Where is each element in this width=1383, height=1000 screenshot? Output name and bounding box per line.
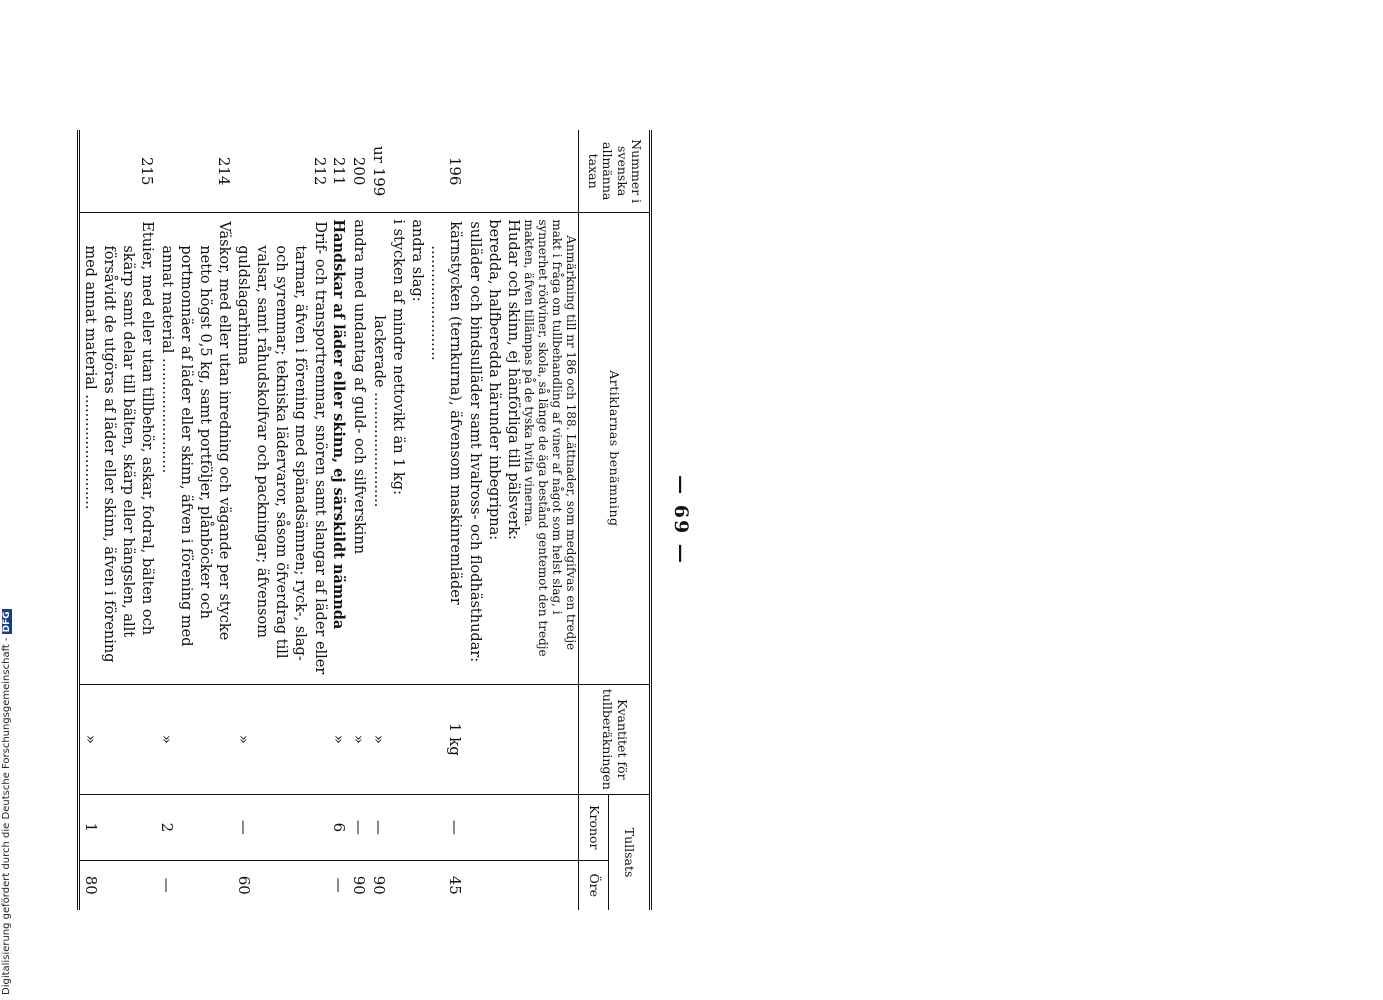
- tariff-number: 214: [156, 130, 233, 213]
- kronor-cell: —: [233, 795, 329, 860]
- quantity-cell: [465, 684, 484, 795]
- header-description: Artiklarnas benämning: [579, 213, 651, 684]
- table-row: [348, 130, 368, 910]
- item-description: Väskor, med eller utan inredning och vägande per stycke netto högst 0,5 kg, samt portföljer, plånböcker och portmonnäer af läder eller skinn, äfven i förening med annat material .........................: [156, 213, 233, 684]
- ore-cell: 90: [350, 875, 369, 895]
- tariff-number: 211: [329, 130, 349, 213]
- kronor-cell: [484, 795, 503, 860]
- kronor-cell: 2: [156, 795, 233, 860]
- tariff-number: 215: [78, 130, 156, 213]
- item-description: Hudar och skinn, ej hänförliga till pälsverk:: [503, 213, 522, 684]
- table-row: [156, 130, 233, 910]
- table-row: [522, 130, 579, 910]
- table-row: [329, 130, 349, 910]
- tariff-number: [407, 130, 426, 213]
- item-description: Handskar af läder eller skinn, ej särskildt nämnda: [329, 213, 349, 684]
- table-row: [233, 130, 329, 910]
- kronor-cell: —: [426, 795, 464, 860]
- quantity-cell: [388, 684, 407, 795]
- kronor-cell: 6: [329, 795, 349, 860]
- digitization-credit: [1, 609, 12, 995]
- quantity-cell: [484, 684, 503, 795]
- ore-cell: 60: [234, 875, 253, 895]
- item-description: Etuier, med eller utan tillbehör, askar, fodral, bälten och skärp samt delar till bälten, skärp eller hängslen, allt försåvidt de utgöras af läder eller skinn, äfven i förening med annat material .........................: [78, 213, 156, 684]
- item-description: beredda, halfberedda härunder inbegripna:: [484, 213, 503, 684]
- item-description: lackerade .........................: [368, 213, 388, 684]
- kronor-cell: [465, 795, 484, 860]
- document-page: [0, 130, 692, 910]
- header-ore: Öre: [579, 860, 608, 910]
- digitization-credit-text: Digitalisierung gefördert durch die Deutsche Forschungsgemeinschaft -: [1, 637, 12, 995]
- kronor-cell: —: [368, 795, 388, 860]
- header-rate: Tullsats: [608, 795, 650, 910]
- ore-cell: 90: [370, 875, 388, 895]
- customs-tariff-table: [77, 130, 652, 910]
- ore-cell: [503, 860, 522, 910]
- tariff-number: 200: [348, 130, 368, 213]
- ore-cell: [522, 860, 579, 910]
- ore-cell: 45: [446, 875, 465, 895]
- ore-cell: [388, 860, 407, 910]
- quantity-cell: 1 kg: [426, 684, 464, 795]
- table-row: [426, 130, 464, 910]
- tariff-number: [503, 130, 522, 213]
- ore-cell: [465, 860, 484, 910]
- quantity-cell: »: [78, 684, 156, 795]
- item-description: andra slag:: [407, 213, 426, 684]
- tariff-number: [484, 130, 503, 213]
- ore-cell: —: [158, 877, 177, 893]
- tariff-number: ur 199: [368, 130, 388, 213]
- quantity-cell: »: [368, 684, 388, 795]
- quantity-cell: [522, 684, 579, 795]
- item-description: Drif- och transportremmar, snören samt slangar af läder eller tarmar, äfven i förening med spänadsämnen; ryck-, slag- och syremmar; tekniska lädervaror, såsom öfverdrag till valsar, samt råhudskolfvar och packningar; äfvensom guldslagarhinna: [233, 213, 329, 684]
- kronor-cell: 1: [78, 795, 156, 860]
- quantity-cell: »: [233, 684, 329, 795]
- kronor-cell: [407, 795, 426, 860]
- ore-cell: [484, 860, 503, 910]
- item-description: andra med undantag af guld- och silfverskinn: [348, 213, 368, 684]
- item-description: kärnstycken (ternkurna), äfvensom maskinremläder .........................: [426, 213, 464, 684]
- table-row: [484, 130, 503, 910]
- quantity-cell: [503, 684, 522, 795]
- quantity-cell: »: [329, 684, 349, 795]
- page-number: — 69 —: [670, 475, 692, 565]
- tariff-number: [522, 130, 579, 213]
- table-row: [78, 130, 156, 910]
- kronor-cell: [522, 795, 579, 860]
- header-kronor: Kronor: [579, 795, 608, 860]
- kronor-cell: —: [348, 795, 368, 860]
- tariff-number: 212: [233, 130, 329, 213]
- tariff-number: [388, 130, 407, 213]
- kronor-cell: [388, 795, 407, 860]
- quantity-cell: »: [348, 684, 368, 795]
- ore-cell: 80: [78, 860, 156, 910]
- ore-cell: —: [330, 877, 349, 893]
- quantity-cell: »: [156, 684, 233, 795]
- header-number: Nummer i svenska allmänna taxan: [579, 130, 651, 213]
- dfg-logo: DFG: [2, 611, 12, 633]
- table-row: [465, 130, 484, 910]
- table-row: [503, 130, 522, 910]
- table-row: [388, 130, 407, 910]
- header-quantity: Kvantitet för tullberäkningen: [579, 684, 651, 795]
- kronor-cell: [503, 795, 522, 860]
- quantity-cell: [407, 684, 426, 795]
- note-text: Anmärkning till nr 186 och 188. Lättnader, som medgifvas en tredje makt i fråga om tullbehandling af viner af något som helst slag, i synnerhet rödviner, skola, så länge de äga bestånd gentemot den tredje makten, äfven tillämpas på de tyska hvita vinerna.: [522, 213, 579, 684]
- tariff-number: 196: [426, 130, 464, 213]
- item-description: i stycken af mindre nettovikt än 1 kg:: [388, 213, 407, 684]
- table-row: [368, 130, 388, 910]
- tariff-number: [465, 130, 484, 213]
- table-row: [407, 130, 426, 910]
- item-description: sulläder och bindsulläder samt hvalross- och flodhästhudar:: [465, 213, 484, 684]
- ore-cell: [407, 860, 426, 910]
